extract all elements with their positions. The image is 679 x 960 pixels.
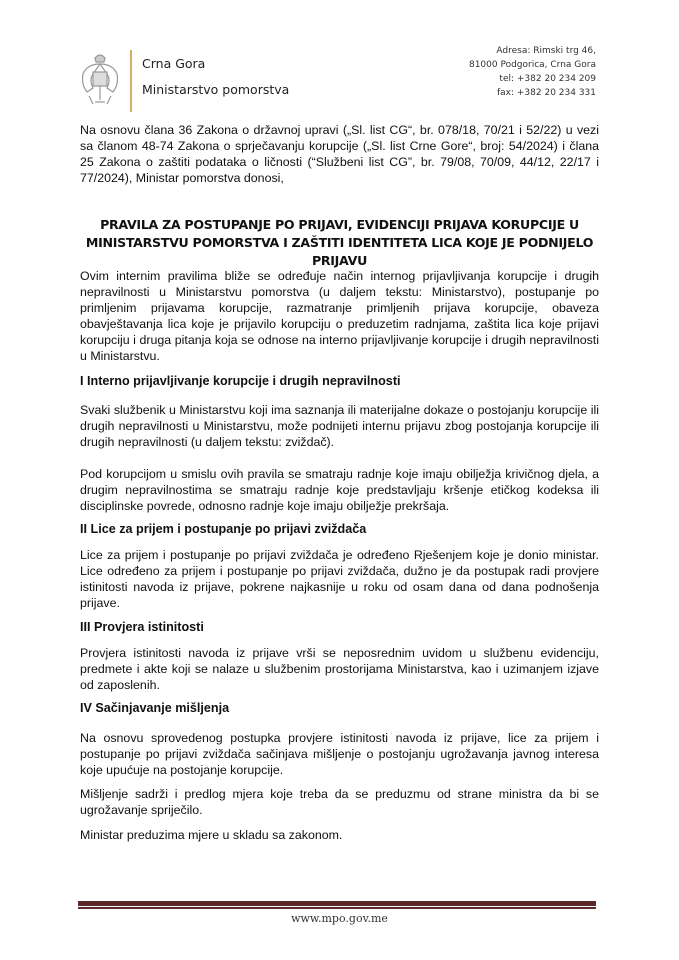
phone: tel: +382 20 234 209 <box>499 74 596 84</box>
footer-rule <box>78 901 596 907</box>
address-line: 81000 Podgorica, Crna Gora <box>468 60 596 70</box>
header-divider <box>130 50 132 112</box>
paragraph: Ministar preduzima mjere u skladu sa zakonom. <box>80 828 343 842</box>
header-country: Crna Gora <box>142 56 206 71</box>
address-line: Adresa: Rimski trg 46, <box>496 46 596 56</box>
paragraph: Mišljenje sadrži i predlog mjera koje treba da se preduzmu od strane ministra da bi se ugrožavanje spriječilo. <box>80 787 599 817</box>
paragraph: Na osnovu sprovedenog postupka provjere istinitosti navoda iz prijave, lice za prijem i postupanje po prijavi zviždača sačinjava mišljenje o postojanju ugrožavanja javnog interesa koje upućuje na postojanje korupcije. <box>80 731 599 777</box>
document-title: PRAVILA ZA POSTUPANJE PO PRIJAVI, EVIDENCIJI PRIJAVA KORUPCIJE U MINISTARSTVU POMORSTVA I ZAŠTITI IDENTITETA LICA KOJE JE PODNIJELO PRIJAVU <box>85 217 594 268</box>
header-address <box>469 44 596 100</box>
section-heading: IV Sačinjavanje mišljenja <box>80 701 230 715</box>
intro-paragraph: Ovim internim pravilima bliže se određuje način internog prijavljivanja korupcije i drugih nepravilnosti u Ministarstvu pomorstva (u daljem tekstu: Ministarstvo), postupanje po primljenim prijavama korupcije, razmatranje primljenih prijava korupcije, obaveza obavještavanja lica koje je prijavilo korupciju o preduzetim radnjama, zaštita lica koje prijavi korupciju i druga pitanja koja se odnose na interno prijavljivanje korupcije i drugih nepravilnosti u Ministarstvu. <box>80 269 599 363</box>
fax: fax: +382 20 234 331 <box>496 88 596 98</box>
header-ministry: Ministarstvo pomorstva <box>142 82 290 97</box>
coat-of-arms-icon <box>77 50 123 108</box>
footer-website[interactable]: www.mpo.gov.me <box>291 912 388 925</box>
paragraph: Lice za prijem i postupanje po prijavi zviždača je određeno Rješenjem koje je donio ministar. Lice određeno za prijem i postupanje po prijavi zviždača, dužno je da postupak radi provjere istinitosti navoda iz prijave, pokrene najkasnije u roku od osam dana od dana podnošenja prijave. <box>80 548 599 610</box>
paragraph: Svaki službenik u Ministarstvu koji ima saznanja ili materijalne dokaze o postojanju korupcije ili drugih nepravilnosti u Ministarstvu, može podnijeti internu prijavu zbog postojanja korupcije ili drugih nepravilnosti (u daljem tekstu: zviždač). <box>80 403 599 449</box>
section-heading: I Interno prijavljivanje korupcije i drugih nepravilnosti <box>80 374 401 388</box>
preamble: Na osnovu člana 36 Zakona o državnoj upravi („Sl. list CG“, br. 078/18, 70/21 i 52/22) u vezi sa članom 48-74 Zakona o sprječavanju korupcije („Sl. list Crne Gore“, broj: 54/2024) i člana 25 Zakona o zaštiti podataka o ličnosti (“Službeni list CG”, br. 79/08, 70/09, 44/12, 22/17 i 77/2024), Ministar pomorstva donosi, <box>80 123 599 185</box>
paragraph: Pod korupcijom u smislu ovih pravila se smatraju radnje koje imaju obilježja krivičnog djela, a drugim nepravilnostima se smatraju radnje koje predstavljaju kršenje etičkog kodeksa ili disciplinske povrede, odnosno radnje koje imaju obilježje prekršaja. <box>80 467 599 513</box>
paragraph: Provjera istinitosti navoda iz prijave vrši se neposrednim uvidom u službenu evidenciju, predmete i akte koji se nalaze u službenim prostorijama Ministarstva, kao i uzimanjem izjave od zaposlenih. <box>80 646 599 692</box>
section-heading: III Provjera istinitosti <box>80 620 204 634</box>
section-heading: II Lice za prijem i postupanje po prijavi zviždača <box>80 522 367 536</box>
